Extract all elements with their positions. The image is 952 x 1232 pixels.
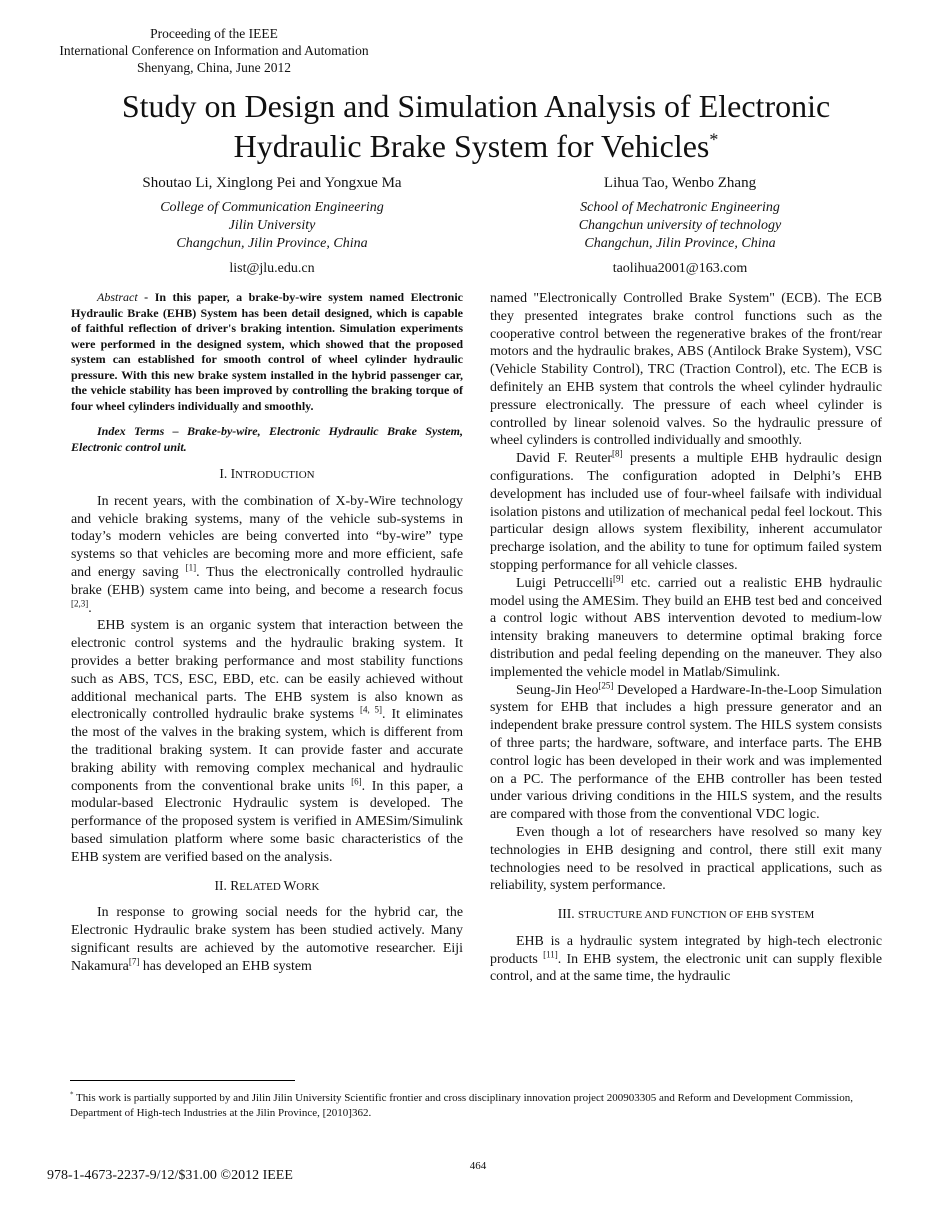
text-run: Luigi Petruccelli	[516, 575, 613, 591]
footnote	[70, 1091, 882, 1121]
section-title-initial: R	[230, 877, 240, 893]
affiliation-line: Changchun, Jilin Province, China	[176, 236, 368, 251]
author-block-left	[80, 174, 464, 278]
text-run: In recent years, with the combination of X-by-Wire technology and vehicle braking systems, many of the vehicle sub-systems in today’s modern vehicles are being converted into “by-wire” type systems so that vehicles are becoming more and more efficient, safe and energy saving	[71, 493, 463, 580]
right-column	[490, 290, 882, 986]
section-heading-structure	[490, 905, 882, 925]
text-run: David F. Reuter	[516, 451, 613, 467]
author-block-right	[488, 174, 872, 278]
index-terms-text: – Brake-by-wire, Electronic Hydraulic Brake System, Electronic control unit.	[71, 424, 463, 454]
citation: [9]	[612, 573, 624, 584]
affiliation-line: Changchun, Jilin Province, China	[584, 236, 776, 251]
citation: [6]	[351, 775, 362, 786]
author-email: list@jlu.edu.cn	[229, 261, 315, 276]
abstract-paragraph	[71, 290, 463, 414]
index-terms-label: Index Terms	[97, 424, 165, 438]
conference-line-3: Shenyang, China, June 2012	[136, 60, 292, 75]
citation: [1]	[185, 562, 197, 573]
title-line-2	[40, 126, 912, 166]
section-title-rest: STRUCTURE AND FUNCTION OF EHB SYSTEM	[578, 909, 815, 922]
affiliation-line: School of Mechatronic Engineering	[580, 200, 780, 215]
citation: [25]	[598, 679, 614, 690]
related-paragraph-1-start	[71, 904, 463, 975]
text-run: . Thus the electronically controlled hydraulic brake (EHB) system came into being, and become a research focus	[71, 564, 463, 598]
related-paragraph-4	[490, 679, 882, 824]
title-line-2-text: Hydraulic Brake System for Vehicles	[233, 128, 710, 164]
section-heading-related-work	[71, 877, 463, 897]
abstract-text: In this paper, a brake-by-wire system named Electronic Hydraulic Brake (EHB) System has been detail designed, which is capable of faithful reflection of driver's braking intention. Simulation experiments were performed in the designed system, which showed that the proposed system can established for smooth control of wheel cylinder hydraulic pressure. With this new brake system installed in the hybrid passenger car, the vehicle stability has been improved by controlling the braking torque of four wheel cylinders individually and smoothly.	[71, 290, 463, 413]
conference-line-2: International Conference on Information and Automation	[59, 43, 369, 58]
related-paragraph-1-continued	[490, 290, 882, 450]
citation: [11]	[543, 949, 558, 960]
index-terms-paragraph	[71, 424, 463, 455]
paper-title	[40, 86, 912, 166]
page-number: 464	[469, 1160, 487, 1172]
copyright-line: 978-1-4673-2237-9/12/$31.00 ©2012 IEEE	[47, 1168, 293, 1183]
text-run: .	[88, 600, 92, 616]
text-run: . It eliminates the most of the valves in the braking system, which is different from the traditional braking system. It can provide faster and accurate braking ability with removing complex mechanical and hydraulic components from the conventional brake units	[71, 707, 464, 794]
related-paragraph-5: Even though a lot of researchers have resolved so many key technologies in EHB designing and control, there still exit many technologies need to be resolved in practical applications, such as reliability, system performance.	[490, 824, 882, 894]
index-terms	[71, 424, 463, 455]
affiliation-line: Changchun university of technology	[578, 218, 782, 233]
affiliation-line: Jilin University	[228, 218, 316, 233]
text-run: named "Electronically Controlled Brake System" (ECB). The ECB they presented integrates brake control functions such as the cooperative control between the regenerative brakes of the front/rear motors and the hydraulic brakes, ABS (Antilock Brake System), VSC (Vehicle Stability Control), TRC (Traction Control), etc. The ECB is definitely an EHB system that controls the wheel cylinder hydraulic pressure electronically. The pressure of each wheel cylinder is controlled by linear solenoid valves. So the hydraulic pressure of wheel cylinders is controlled individually and smoothly.	[490, 291, 882, 449]
text-run: EHB is a hydraulic system integrated by high-tech electronic products	[490, 933, 882, 967]
footnote-text: This work is partially supported by and Jilin Jilin University Scientific frontier and cross disciplinary innovation project 200903305 and Reform and Development Commission, Department of High-tech Industries at the Jilin Province, [2010]362.	[70, 1092, 853, 1119]
conference-line-1: Proceeding of the IEEE	[150, 26, 278, 41]
section-title-rest: NTRODUCTION	[235, 469, 315, 481]
text-run: has developed an EHB system	[139, 958, 312, 974]
title-line-1: Study on Design and Simulation Analysis of Electronic	[121, 88, 831, 124]
author-names: Lihua Tao, Wenbo Zhang	[603, 175, 757, 191]
citation: [4, 5]	[360, 704, 383, 715]
text-run: presents a multiple EHB hydraulic design configurations. The configuration adopted in Delphi’s EHB development has included use of four-wheel failsafe with individual isolation pistons and utilization of mechanical pedal feel lockout. This particular design allows system flexibility, inherent accumulator precharge isolation, and the ability to tune for optimum failed system stopping performance for all vehicle classes.	[490, 451, 882, 573]
text-run: In response to growing social needs for the hybrid car, the Electronic Hydraulic brake system has been studied actively. Many significant results are achieved by the automotive researcher. Eiji Nakamura	[71, 905, 463, 974]
structure-paragraph-1	[490, 933, 882, 986]
author-names: Shoutao Li, Xinglong Pei and Yongxue Ma	[142, 175, 402, 191]
author-email: taolihua2001@163.com	[612, 261, 748, 276]
title-footnote-marker: *	[709, 129, 719, 150]
text-run: EHB system is an organic system that interaction between the electronic control systems and the hydraulic braking system. It provides a better braking performance and most stability functions such as ABS, TCS, ESC, EBD, etc. can be easily achieved without additional mechanical parts. The EHB system is also known as electronically controlled hydraulic brake systems	[71, 618, 463, 723]
text-run: Seung-Jin Heo	[516, 682, 599, 698]
citation: [8]	[612, 448, 623, 459]
citation: [2,3]	[71, 597, 89, 608]
text-run: . In this paper, a modular-based Electronic Hydraulic system is developed. The performance of the proposed system is verified in AMESim/Simulink based simulation platform where some basic characteristics of the EHB system are verified based on the analysis.	[71, 778, 463, 865]
text-run: . In EHB system, the electronic unit can supply flexible control, and at the same time, the hydraulic	[490, 951, 882, 985]
intro-paragraph-2	[71, 617, 463, 866]
related-paragraph-2	[490, 450, 882, 575]
footnote-rule	[70, 1080, 295, 1081]
section-heading-introduction	[71, 465, 463, 485]
footnote-marker: *	[70, 1090, 74, 1099]
conference-header	[30, 25, 398, 76]
abstract	[71, 290, 463, 414]
section-title-rest: ORK	[296, 880, 320, 893]
section-title-initial: W	[283, 877, 297, 893]
section-number: I.	[219, 466, 231, 481]
section-title-initial: I	[230, 466, 236, 481]
section-number: II.	[214, 877, 231, 893]
citation: [7]	[128, 956, 140, 967]
abstract-dash: -	[137, 290, 155, 304]
section-title-rest: ELATED	[239, 880, 284, 893]
affiliation-line: College of Communication Engineering	[160, 200, 384, 215]
related-paragraph-3	[490, 575, 882, 682]
abstract-label: Abstract	[97, 290, 138, 304]
intro-paragraph-1	[71, 493, 463, 618]
text-run: Developed a Hardware-In-the-Loop Simulation system for EHB that includes a high pressure generator and an independent brake pressure control system. The HILS system consists of three parts; the hardware, software, and interface parts. The EHB control logic has been developed in their work and was implemented on a PC. The performance of the EHB controller has been tested under various driving conditions in the HILS system, and the results are compared with those from the conventional VDC logic.	[490, 682, 882, 823]
left-column	[71, 290, 463, 976]
section-number: III.	[557, 906, 578, 922]
text-run: etc. carried out a realistic EHB hydraulic model using the AMESim. They build an EHB test bed and conceived a control logic without ABS intervention devoted to medium-low intensity braking maneuvers to determine optimal braking force distribution and pedal feeling depending on the maneuver. They also implemented the vehicle model in Matlab/Simulink.	[490, 575, 882, 680]
